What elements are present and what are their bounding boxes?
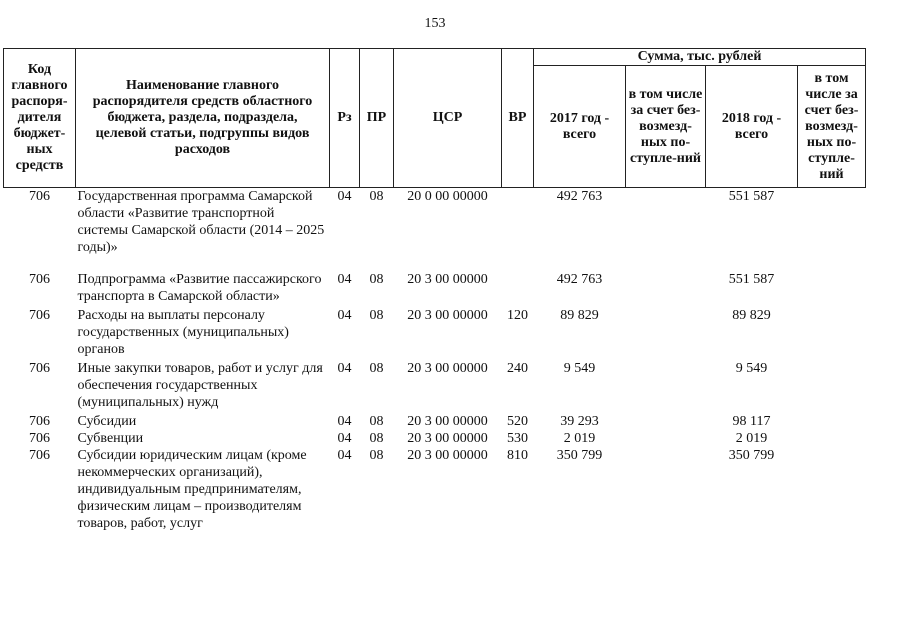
cell-rz: 04 (337, 189, 352, 204)
header-2017-total: 2017 год - всего (534, 66, 626, 188)
cell-name: Субсидии (77, 414, 137, 429)
table-row (4, 307, 866, 360)
table-row (4, 447, 866, 532)
table-header (4, 49, 866, 188)
cell-2018-total: 551 587 (728, 189, 775, 204)
cell-2017-free (626, 188, 706, 272)
cell-code: 706 (29, 272, 50, 287)
header-name: Наименование главного распорядителя средств областного бюджета, раздела, подраздела, целевой статьи, подгруппы видов расходов (76, 49, 330, 188)
cell-2018-free (798, 271, 866, 307)
cell-name: Иные закупки товаров, работ и услуг для обеспечения государственных (муниципальных) нужд (77, 361, 323, 410)
cell-csr: 20 3 00 00000 (407, 361, 488, 376)
cell-pr: 08 (369, 308, 384, 323)
cell-2017-total: 492 763 (556, 189, 603, 204)
header-vr: ВР (502, 49, 534, 188)
cell-name: Субвенции (77, 431, 144, 446)
header-2017-free: в том числе за счет без-возмезд-ных по-ступле-ний (626, 66, 706, 188)
cell-csr: 20 3 00 00000 (407, 272, 488, 287)
cell-2018-free (798, 413, 866, 430)
cell-code: 706 (29, 431, 50, 446)
table-row (4, 360, 866, 413)
cell-pr: 08 (369, 414, 384, 429)
cell-2017-total: 9 549 (563, 361, 596, 376)
table-body (4, 188, 866, 533)
table-row (4, 188, 866, 272)
cell-vr: 520 (507, 414, 528, 429)
cell-2017-total: 492 763 (556, 272, 603, 287)
table-row (4, 271, 866, 307)
table-row (4, 430, 866, 447)
cell-name: Государственная программа Самарской области «Развитие транспортной системы Самарской области (2014 – 2025 годы)» (77, 189, 325, 255)
cell-2017-total: 89 829 (560, 308, 599, 323)
cell-code: 706 (29, 189, 50, 204)
cell-2018-total: 2 019 (735, 431, 768, 446)
cell-vr: 530 (507, 431, 528, 446)
cell-vr (502, 188, 534, 272)
header-code: Код главного распоря-дителя бюджет-ных средств (4, 49, 76, 188)
cell-vr (502, 271, 534, 307)
cell-2017-free (626, 307, 706, 360)
cell-2017-free (626, 447, 706, 532)
table-row (4, 413, 866, 430)
cell-rz: 04 (337, 308, 352, 323)
cell-2017-free (626, 360, 706, 413)
cell-2018-free (798, 430, 866, 447)
cell-2018-total: 98 117 (732, 414, 771, 429)
cell-pr: 08 (369, 448, 384, 463)
header-2018-total: 2018 год - всего (706, 66, 798, 188)
header-rz: Рз (330, 49, 360, 188)
cell-rz: 04 (337, 414, 352, 429)
cell-code: 706 (29, 308, 50, 323)
cell-code: 706 (29, 414, 50, 429)
cell-rz: 04 (337, 431, 352, 446)
cell-code: 706 (29, 448, 50, 463)
cell-vr: 810 (507, 448, 528, 463)
header-sum: Сумма, тыс. рублей (534, 49, 866, 66)
header-csr: ЦСР (394, 49, 502, 188)
cell-rz: 04 (337, 361, 352, 376)
cell-csr: 20 3 00 00000 (407, 414, 488, 429)
budget-table (3, 48, 866, 532)
cell-csr: 20 3 00 00000 (407, 308, 488, 323)
cell-2018-free (798, 307, 866, 360)
header-pr: ПР (360, 49, 394, 188)
cell-csr: 20 0 00 00000 (407, 189, 488, 204)
cell-name: Субсидии юридическим лицам (кроме некоммерческих организаций), индивидуальным предпринимателям, физическим лицам – производителям товаров, работ, услуг (77, 448, 307, 531)
cell-pr: 08 (369, 272, 384, 287)
cell-pr: 08 (369, 361, 384, 376)
cell-csr: 20 3 00 00000 (407, 448, 488, 463)
header-2018-free: в том числе за счет без-возмезд-ных по-ступле-ний (798, 66, 866, 188)
page-number: 153 (424, 16, 446, 31)
cell-2017-total: 2 019 (563, 431, 596, 446)
cell-pr: 08 (369, 189, 384, 204)
cell-2018-free (798, 447, 866, 532)
cell-2017-total: 350 799 (556, 448, 603, 463)
cell-rz: 04 (337, 448, 352, 463)
cell-2017-free (626, 430, 706, 447)
cell-rz: 04 (337, 272, 352, 287)
cell-2018-total: 9 549 (735, 361, 768, 376)
cell-2017-total: 39 293 (560, 414, 599, 429)
cell-name: Расходы на выплаты персоналу государственных (муниципальных) органов (77, 308, 289, 357)
cell-2017-free (626, 271, 706, 307)
cell-2018-total: 551 587 (728, 272, 775, 287)
cell-name: Подпрограмма «Развитие пассажирского транспорта в Самарской области» (77, 272, 322, 304)
cell-2017-free (626, 413, 706, 430)
cell-vr: 240 (507, 361, 528, 376)
cell-2018-total: 89 829 (732, 308, 771, 323)
cell-2018-total: 350 799 (728, 448, 775, 463)
cell-vr: 120 (507, 308, 528, 323)
cell-csr: 20 3 00 00000 (407, 431, 488, 446)
cell-2018-free (798, 188, 866, 272)
cell-2018-free (798, 360, 866, 413)
cell-code: 706 (29, 361, 50, 376)
cell-pr: 08 (369, 431, 384, 446)
